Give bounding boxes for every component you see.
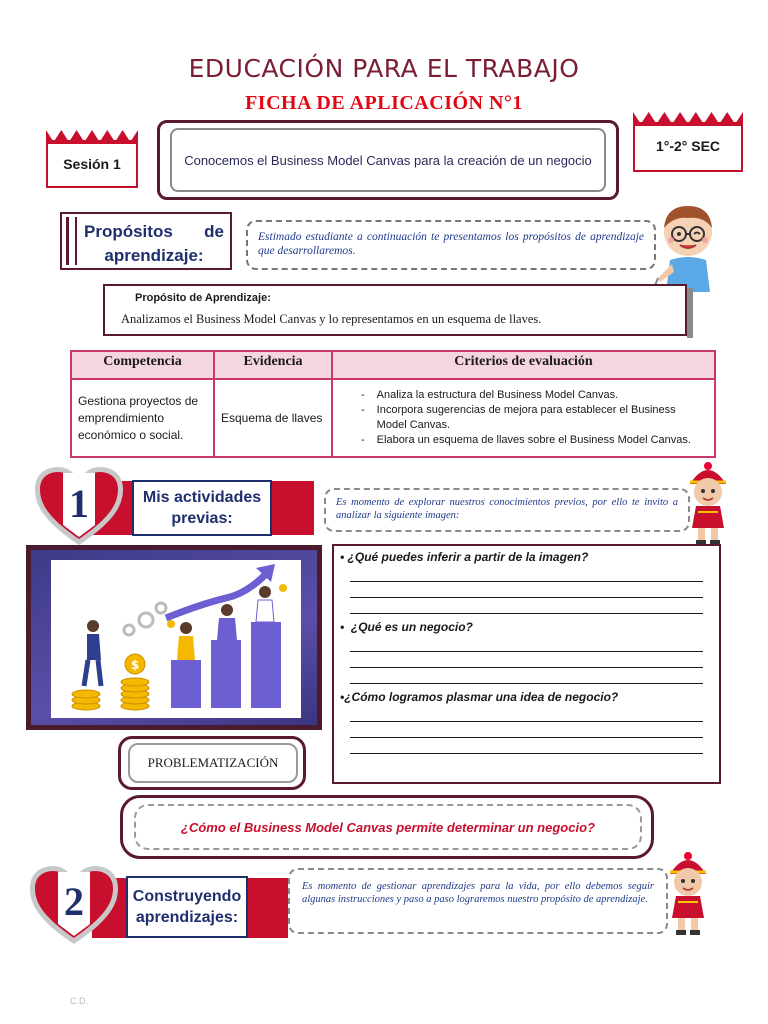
answer-line[interactable] (350, 598, 703, 614)
ribbon-fringe-icon (633, 112, 743, 126)
footer-initials: C.D. (70, 996, 88, 1006)
student-girl-icon (680, 462, 736, 546)
answer-line[interactable] (350, 738, 703, 754)
problem-question: ¿Cómo el Business Model Canvas permite determinar un negocio? (134, 804, 642, 850)
answer-line[interactable] (350, 722, 703, 738)
session-label: Sesión 1 (63, 156, 121, 172)
purposes-intro: Estimado estudiante a continuación te presentamos los propósitos de aprendizaje que desarrollaremos. (246, 220, 656, 270)
criteria-item: - Analiza la estructura del Business Model Canvas. (361, 389, 619, 401)
questions-box (332, 544, 721, 784)
question-block (340, 690, 709, 754)
header-criterios: Criterios de evaluación (332, 351, 715, 379)
table-row (71, 379, 715, 457)
question-text: •¿Cómo logramos plasmar una idea de negocio? (340, 690, 619, 704)
section1-note: Es momento de explorar nuestros conocimientos previos, por ello te invito a analizar la siguiente imagen: (324, 488, 690, 532)
question-block (340, 550, 709, 614)
main-title: EDUCACIÓN PARA EL TRABAJO (188, 54, 580, 83)
learning-purpose-box (103, 284, 687, 336)
header-competencia: Competencia (71, 351, 214, 379)
question-text: • ¿Qué puedes inferir a partir de la imagen? (340, 550, 589, 564)
answer-line[interactable] (350, 582, 703, 598)
competence-table (70, 350, 716, 458)
header-evidencia: Evidencia (214, 351, 332, 379)
question-block (340, 620, 709, 684)
criteria-cell (332, 379, 715, 457)
purposes-heading-box (60, 212, 232, 270)
problem-label: PROBLEMATIZACIÓN (128, 743, 298, 783)
question-text: • ¿Qué es un negocio? (340, 620, 473, 634)
section1-title: Mis actividades previas: (132, 480, 272, 536)
student-boy-icon (652, 198, 724, 294)
session-tag (46, 140, 138, 188)
business-growth-image (26, 545, 322, 730)
grade-tag (633, 122, 743, 172)
table-header-row (71, 351, 715, 379)
answer-line[interactable] (350, 636, 703, 652)
criteria-item: - Incorpora sugerencias de mejora para establecer el Business Model Canvas. (361, 404, 676, 431)
answer-line[interactable] (350, 652, 703, 668)
competence-cell: Gestiona proyectos de emprendimiento económico o social. (71, 379, 214, 457)
answer-line[interactable] (350, 706, 703, 722)
business-growth-illustration-icon (51, 560, 301, 718)
learning-purpose-label: Propósito de Aprendizaje: (135, 292, 271, 304)
purposes-title: Propósitos de aprendizaje: (84, 222, 224, 265)
ficha-title: FICHA DE APLICACIÓN N°1 (245, 92, 523, 114)
section2-number: 2 (64, 879, 84, 924)
ribbon-fringe-icon (46, 130, 138, 144)
evidence-cell: Esquema de llaves (214, 379, 332, 457)
section2-title: Construyendo aprendizajes: (126, 876, 248, 938)
session-topic: Conocemos el Business Model Canvas para la creación de un negocio (170, 128, 606, 192)
student-girl-icon (660, 852, 716, 936)
answer-line[interactable] (350, 566, 703, 582)
section2-note: Es momento de gestionar aprendizajes para la vida, por ello debemos seguir algunas instrucciones y paso a paso lograremos nuestro propósito de aprendizaje. (288, 868, 668, 934)
learning-purpose-text: Analizamos el Business Model Canvas y lo representamos en un esquema de llaves. (121, 312, 542, 326)
svg-text:$: $ (130, 658, 140, 672)
grade-label: 1°-2° SEC (655, 138, 721, 154)
criteria-item: - Elabora un esquema de llaves sobre el Business Model Canvas. (361, 434, 691, 446)
section1-number: 1 (69, 481, 89, 526)
answer-line[interactable] (350, 668, 703, 684)
